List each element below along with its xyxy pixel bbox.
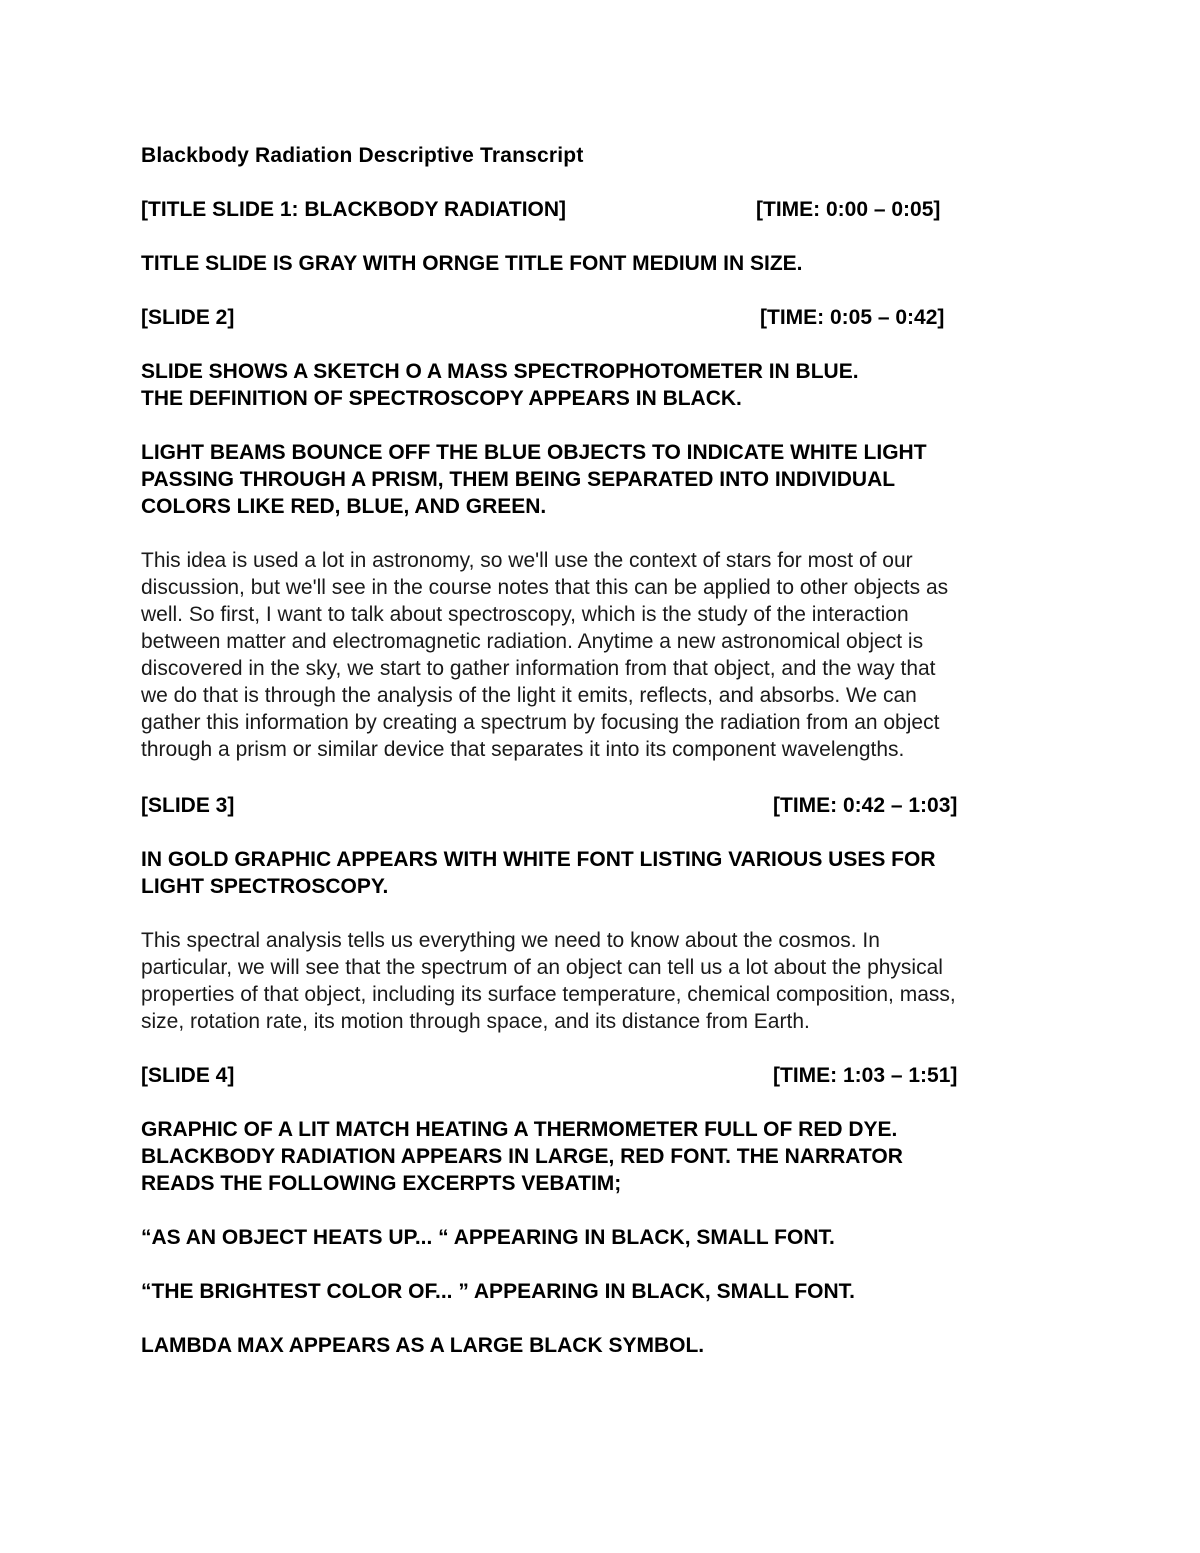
description-line: LIGHT BEAMS BOUNCE OFF THE BLUE OBJECTS TO INDICATE WHITE LIGHT (141, 441, 927, 464)
narration-line: size, rotation rate, its motion through space, and its distance from Earth. (141, 1010, 810, 1033)
narration-line: This spectral analysis tells us everything we need to know about the cosmos. In (141, 929, 880, 952)
narration-line: well. So first, I want to talk about spectroscopy, which is the study of the interaction (141, 603, 909, 626)
slide-2-header (141, 304, 1061, 331)
narration-line: discovered in the sky, we start to gather information from that object, and the way that (141, 657, 936, 680)
slide-4-header (141, 1062, 1061, 1089)
slide-4-lambda-note: LAMBDA MAX APPEARS AS A LARGE BLACK SYMBOL. (141, 1334, 705, 1357)
slide-1-label: [TITLE SLIDE 1: BLACKBODY RADIATION] (141, 198, 567, 221)
slide-1-header (141, 196, 1061, 223)
description-line: BLACKBODY RADIATION APPEARS IN LARGE, RED FONT. THE NARRATOR (141, 1145, 903, 1168)
slide-4-quote-2: “THE BRIGHTEST COLOR OF... ” APPEARING IN BLACK, SMALL FONT. (141, 1280, 856, 1303)
document-page (141, 0, 1061, 1553)
slide-4-time: [TIME: 1:03 – 1:51] (773, 1064, 958, 1087)
slide-1-description: TITLE SLIDE IS GRAY WITH ORNGE TITLE FONT MEDIUM IN SIZE. (141, 252, 803, 275)
slide-3-header (141, 792, 1061, 819)
description-line: GRAPHIC OF A LIT MATCH HEATING A THERMOMETER FULL OF RED DYE. (141, 1118, 898, 1141)
description-line: LIGHT SPECTROSCOPY. (141, 875, 389, 898)
slide-2-label: [SLIDE 2] (141, 306, 235, 329)
slide-4-quote-1: “AS AN OBJECT HEATS UP... “ APPEARING IN BLACK, SMALL FONT. (141, 1226, 835, 1249)
narration-line: we do that is through the analysis of the light it emits, reflects, and absorbs. We can (141, 684, 917, 707)
slide-4-description (141, 1116, 1071, 1197)
narration-line: discussion, but we'll see in the course notes that this can be applied to other objects as (141, 576, 949, 599)
narration-line: This idea is used a lot in astronomy, so we'll use the context of stars for most of our (141, 549, 913, 572)
description-line: READS THE FOLLOWING EXCERPTS VEBATIM; (141, 1172, 622, 1195)
slide-1-time: [TIME: 0:00 – 0:05] (756, 198, 941, 221)
narration-line: between matter and electromagnetic radiation. Anytime a new astronomical object is (141, 630, 924, 653)
narration-line: particular, we will see that the spectrum of an object can tell us a lot about the physical (141, 956, 943, 979)
description-line: IN GOLD GRAPHIC APPEARS WITH WHITE FONT LISTING VARIOUS USES FOR (141, 848, 936, 871)
narration-line: gather this information by creating a spectrum by focusing the radiation from an object (141, 711, 940, 734)
description-line: SLIDE SHOWS A SKETCH O A MASS SPECTROPHOTOMETER IN BLUE. (141, 360, 859, 383)
slide-3-description (141, 846, 1071, 900)
slide-2-description-2 (141, 439, 1071, 520)
document-title: Blackbody Radiation Descriptive Transcript (141, 144, 584, 167)
slide-2-narration (141, 547, 1071, 763)
slide-2-description (141, 358, 1071, 412)
description-line: THE DEFINITION OF SPECTROSCOPY APPEARS IN BLACK. (141, 387, 742, 410)
slide-4-label: [SLIDE 4] (141, 1064, 235, 1087)
description-line: PASSING THROUGH A PRISM, THEM BEING SEPARATED INTO INDIVIDUAL (141, 468, 896, 491)
slide-3-time: [TIME: 0:42 – 1:03] (773, 794, 958, 817)
slide-3-label: [SLIDE 3] (141, 794, 235, 817)
description-line: COLORS LIKE RED, BLUE, AND GREEN. (141, 495, 547, 518)
narration-line: properties of that object, including its surface temperature, chemical composition, mass, (141, 983, 956, 1006)
slide-3-narration (141, 927, 1071, 1035)
narration-line: through a prism or similar device that separates it into its component wavelengths. (141, 738, 905, 761)
slide-2-time: [TIME: 0:05 – 0:42] (760, 306, 945, 329)
